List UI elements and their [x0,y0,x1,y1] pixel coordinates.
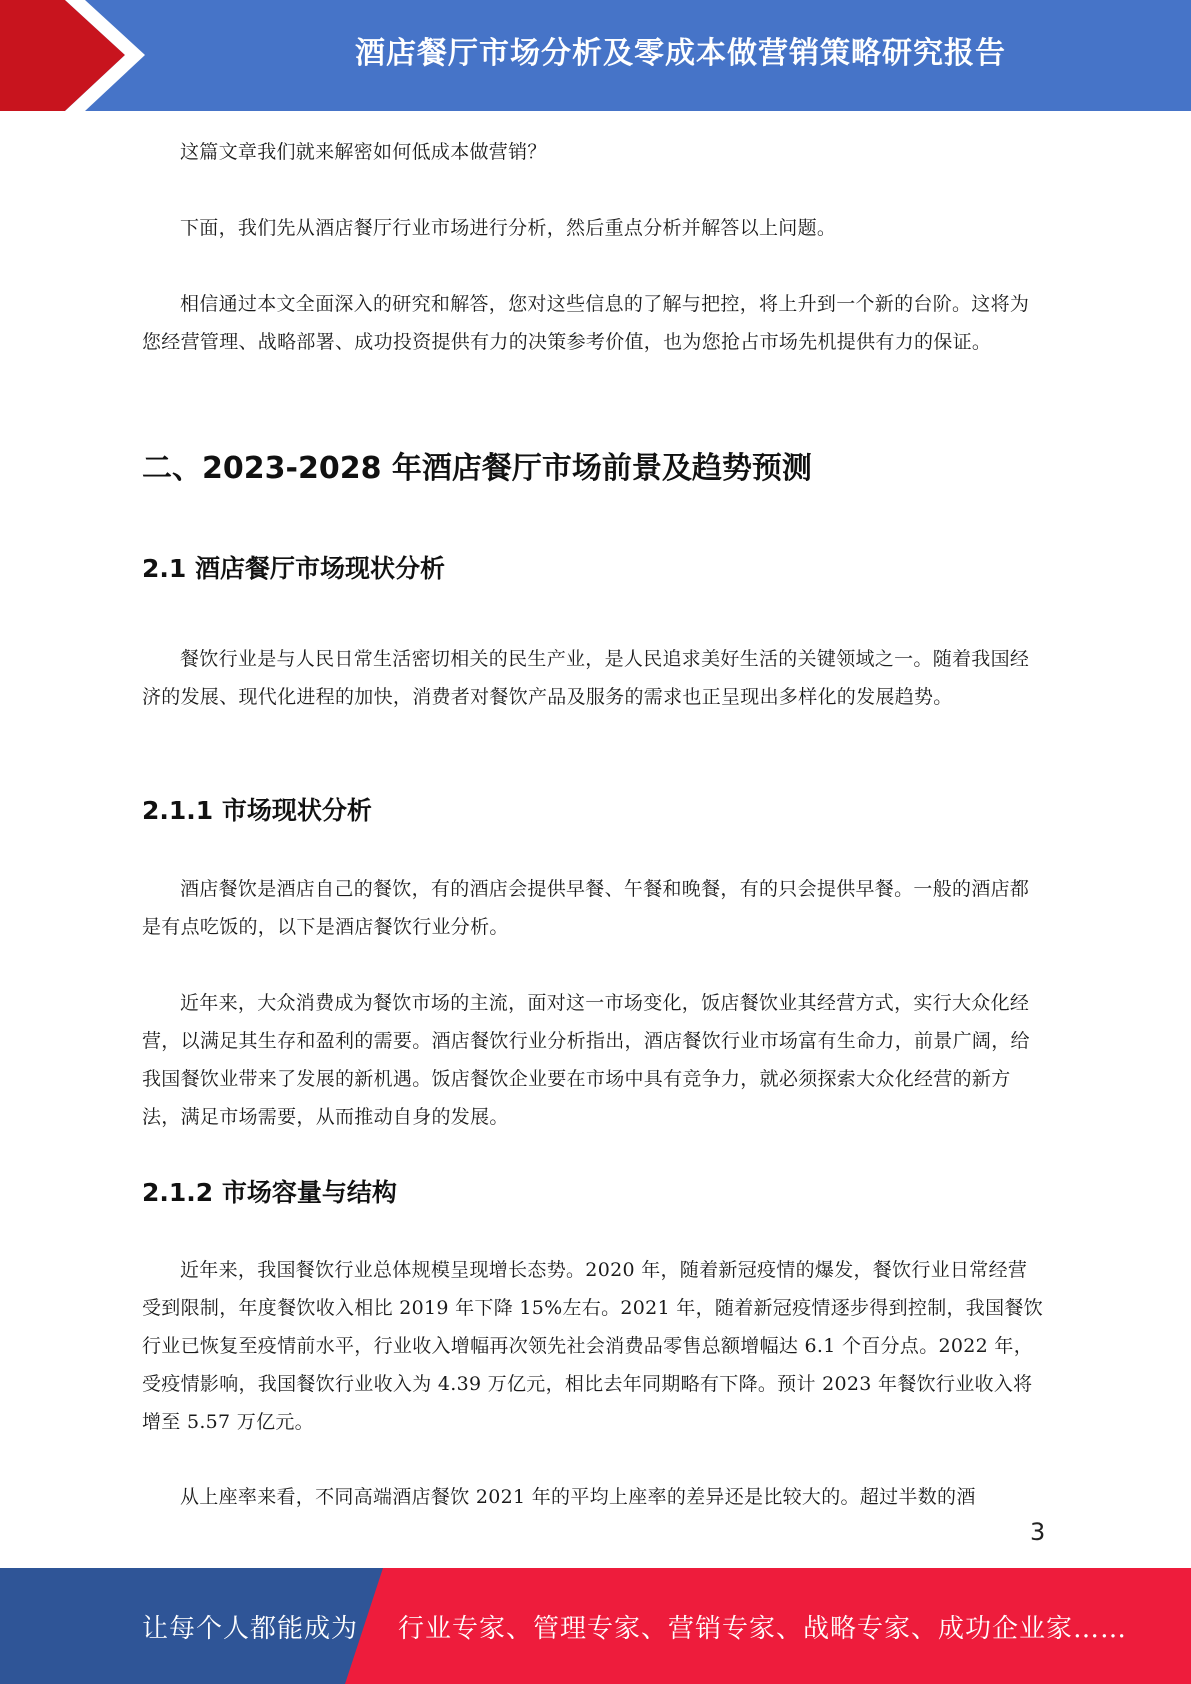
paragraph: 从上座率来看，不同高端酒店餐饮 2021 年的平均上座率的差异还是比较大的。超过半数的酒 [180,1486,976,1508]
paragraph: 近年来，大众消费成为餐饮市场的主流，面对这一市场变化，饭店餐饮业其经营方式，实行大众化经营，以满足其生存和盈利的需要。酒店餐饮行业分析指出，酒店餐饮行业市场富有生命力，前景广阔，给我国餐饮业带来了发展的新机遇。饭店餐饮企业要在市场中具有竞争力，就必须探索大众化经营的新方法，满足市场需要，从而推动自身的发展。 [142,992,1030,1128]
header-arrow-decoration [0,0,160,111]
footer-slogan-left: 让每个人都能成为 [142,1613,359,1644]
paragraph: 酒店餐饮是酒店自己的餐饮，有的酒店会提供早餐、午餐和晚餐，有的只会提供早餐。一般的酒店都是有点吃饭的，以下是酒店餐饮行业分析。 [142,878,1030,938]
paragraph: 这篇文章我们就来解密如何低成本做营销？ [180,141,547,163]
page-header [0,0,1191,111]
subsection-heading: 2.1.1 市场现状分析 [142,796,372,825]
subsection-heading: 2.1.2 市场容量与结构 [142,1178,397,1207]
page-footer [0,1568,1191,1684]
paragraph: 近年来，我国餐饮行业总体规模呈现增长态势。2020 年，随着新冠疫情的爆发，餐饮行业日常经营受到限制，年度餐饮收入相比 2019 年下降 15%左右。2021 年，随着新冠疫情逐步得到控制，我国餐饮行业已恢复至疫情前水平，行业收入增幅再次领先社会消费品零售总额增幅达 6.1 个百分点。2022 年，受疫情影响，我国餐饮行业收入为 4.39 万亿元，相比去年同期略有下降。预计 2023 年餐饮行业收入将增至 5.57 万亿元。 [142,1259,1043,1433]
section-heading: 二、2023-2028 年酒店餐厅市场前景及趋势预测 [142,451,812,486]
paragraph: 相信通过本文全面深入的研究和解答，您对这些信息的了解与把控，将上升到一个新的台阶。这将为您经营管理、战略部署、成功投资提供有力的决策参考价值，也为您抢占市场先机提供有力的保证。 [142,293,1030,353]
subsection-heading: 2.1 酒店餐厅市场现状分析 [142,554,445,583]
header-title: 酒店餐厅市场分析及零成本做营销策略研究报告 [355,36,1006,71]
page-number: 3 [1030,1518,1046,1546]
footer-slogan-right: 行业专家、管理专家、营销专家、战略专家、成功企业家…… [398,1613,1128,1644]
paragraph: 餐饮行业是与人民日常生活密切相关的民生产业，是人民追求美好生活的关键领域之一。随着我国经济的发展、现代化进程的加快，消费者对餐饮产品及服务的需求也正呈现出多样化的发展趋势。 [142,648,1030,708]
paragraph: 下面，我们先从酒店餐厅行业市场进行分析，然后重点分析并解答以上问题。 [180,217,837,239]
